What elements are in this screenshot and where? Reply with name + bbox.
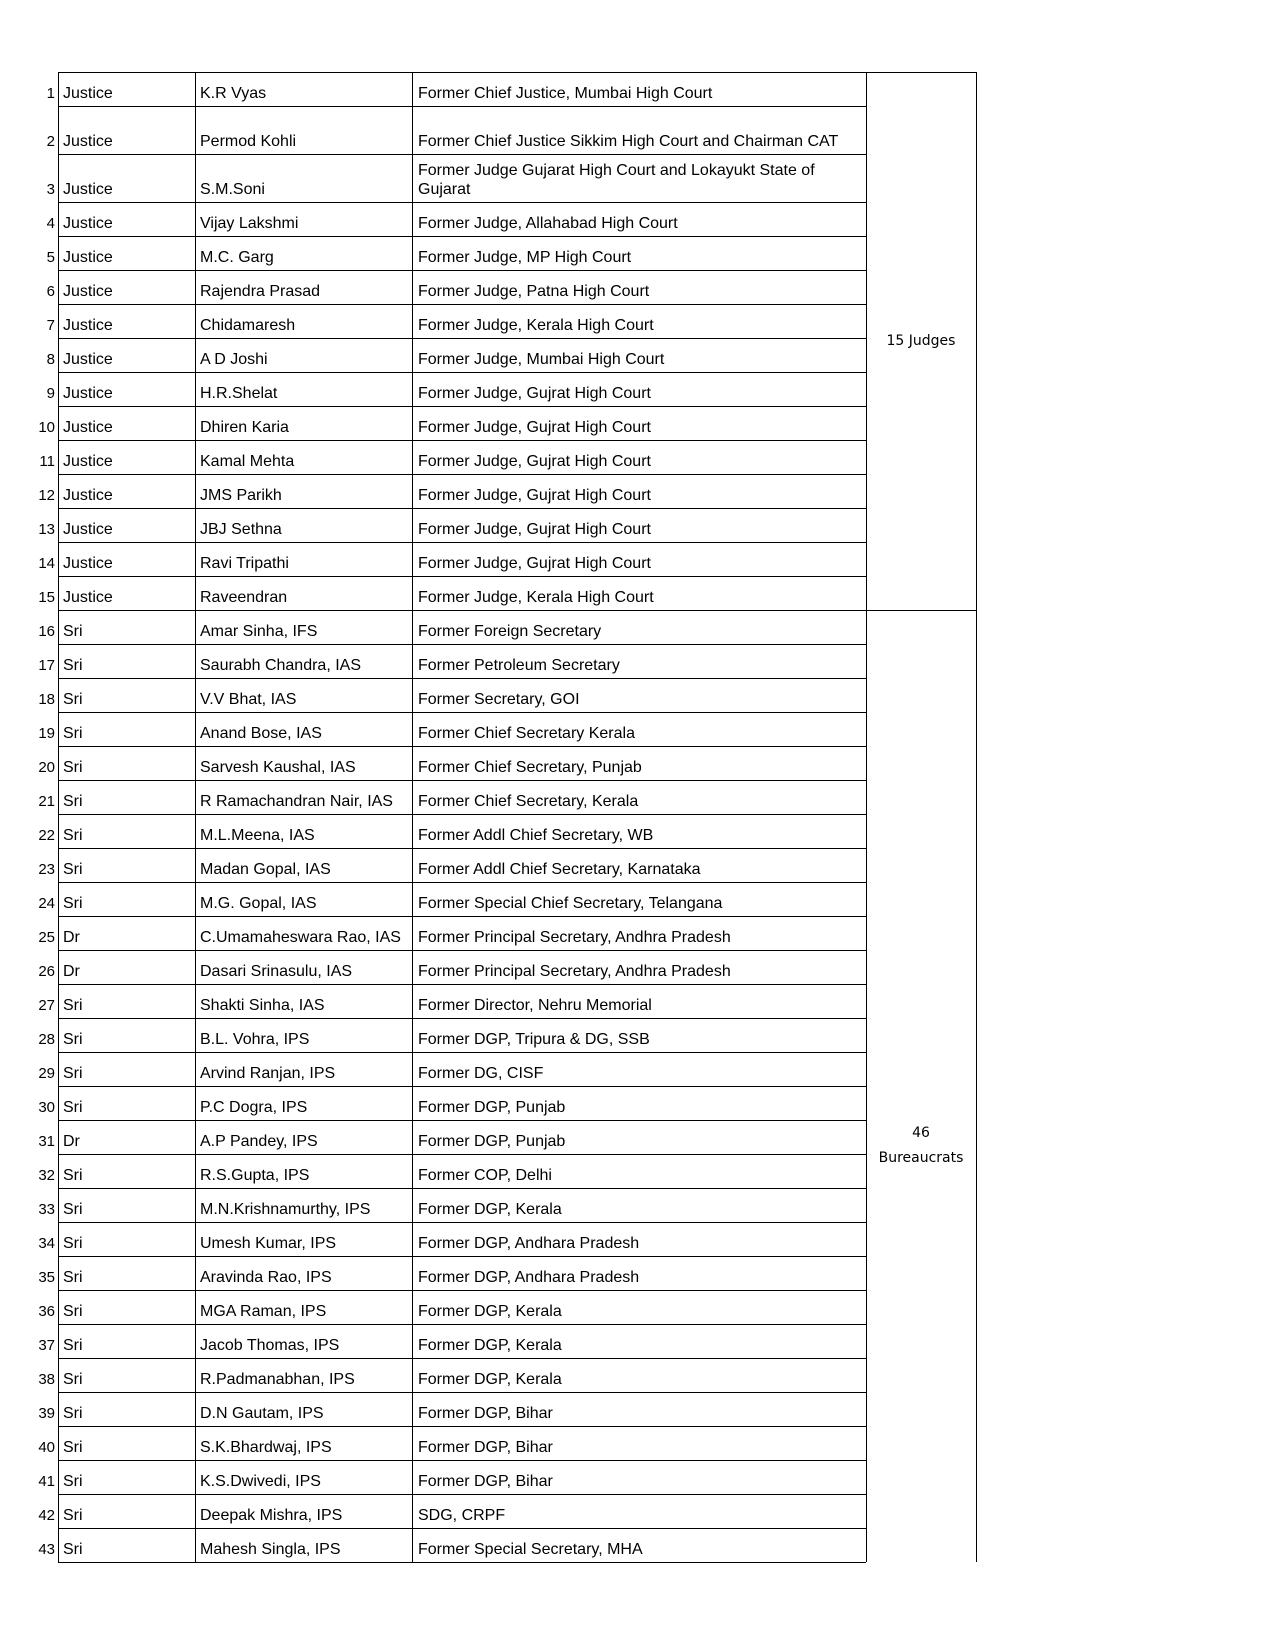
designation-cell: Former Judge, Gujrat High Court bbox=[418, 521, 651, 538]
name-cell: P.C Dogra, IPS bbox=[200, 1099, 308, 1116]
designation-cell: Former DGP, Punjab bbox=[418, 1099, 566, 1116]
table-row bbox=[0, 1290, 1275, 1324]
row-divider bbox=[58, 1460, 866, 1461]
row-divider bbox=[58, 916, 866, 917]
designation-cell: Former COP, Delhi bbox=[418, 1167, 552, 1184]
row-number: 4 bbox=[46, 215, 55, 232]
table-row bbox=[0, 1120, 1275, 1154]
row-number: 18 bbox=[38, 691, 55, 708]
name-cell: Deepak Mishra, IPS bbox=[200, 1507, 343, 1524]
row-divider bbox=[58, 746, 866, 747]
honorific-cell: Sri bbox=[63, 1371, 83, 1388]
row-number: 33 bbox=[38, 1201, 55, 1218]
row-number: 30 bbox=[38, 1099, 55, 1116]
group-label-line: 46 bbox=[912, 1125, 930, 1141]
row-divider bbox=[58, 1324, 866, 1325]
name-cell: Kamal Mehta bbox=[200, 453, 295, 470]
name-cell: Sarvesh Kaushal, IAS bbox=[200, 759, 356, 776]
designation-cell: Former DGP, Bihar bbox=[418, 1405, 553, 1422]
name-cell: V.V Bhat, IAS bbox=[200, 691, 297, 708]
designation-cell: Former Chief Secretary, Punjab bbox=[418, 759, 642, 776]
table-row bbox=[0, 542, 1275, 576]
honorific-cell: Sri bbox=[63, 725, 83, 742]
table-row bbox=[0, 1052, 1275, 1086]
designation-cell: Former DGP, Kerala bbox=[418, 1337, 562, 1354]
row-divider bbox=[58, 1562, 866, 1563]
table-row bbox=[0, 406, 1275, 440]
honorific-cell: Sri bbox=[63, 1065, 83, 1082]
row-divider bbox=[58, 882, 866, 883]
table-row bbox=[0, 848, 1275, 882]
honorific-cell: Sri bbox=[63, 827, 83, 844]
honorific-cell: Justice bbox=[63, 133, 113, 150]
row-divider bbox=[58, 1120, 866, 1121]
table-row bbox=[0, 338, 1275, 372]
name-cell: R.S.Gupta, IPS bbox=[200, 1167, 310, 1184]
honorific-cell: Justice bbox=[63, 453, 113, 470]
row-number: 12 bbox=[38, 487, 55, 504]
name-cell: R.Padmanabhan, IPS bbox=[200, 1371, 355, 1388]
row-number: 3 bbox=[46, 181, 55, 198]
table-row bbox=[0, 1188, 1275, 1222]
row-number: 23 bbox=[38, 861, 55, 878]
row-number: 6 bbox=[46, 283, 55, 300]
row-number: 15 bbox=[38, 589, 55, 606]
name-cell: M.C. Garg bbox=[200, 249, 274, 266]
name-cell: MGA Raman, IPS bbox=[200, 1303, 327, 1320]
honorific-cell: Justice bbox=[63, 283, 113, 300]
row-number: 11 bbox=[39, 453, 55, 470]
designation-cell: Former Judge, Patna High Court bbox=[418, 283, 650, 300]
honorific-cell: Justice bbox=[63, 589, 113, 606]
row-number: 31 bbox=[38, 1133, 55, 1150]
row-number: 35 bbox=[38, 1269, 55, 1286]
designation-cell: Former Judge, MP High Court bbox=[418, 249, 632, 266]
honorific-cell: Sri bbox=[63, 861, 83, 878]
row-number: 22 bbox=[38, 827, 55, 844]
row-number: 24 bbox=[38, 895, 55, 912]
name-cell: JBJ Sethna bbox=[200, 521, 282, 538]
row-divider bbox=[58, 984, 866, 985]
table-row bbox=[0, 270, 1275, 304]
name-cell: Umesh Kumar, IPS bbox=[200, 1235, 337, 1252]
row-number: 9 bbox=[46, 385, 55, 402]
row-number: 14 bbox=[38, 555, 55, 572]
honorific-cell: Justice bbox=[63, 521, 113, 538]
designation-cell: Former DGP, Kerala bbox=[418, 1201, 562, 1218]
designation-cell: Former DGP, Bihar bbox=[418, 1439, 553, 1456]
designation-cell: Former Director, Nehru Memorial bbox=[418, 997, 652, 1014]
table-row bbox=[0, 72, 1275, 106]
name-cell: Madan Gopal, IAS bbox=[200, 861, 331, 878]
name-cell: D.N Gautam, IPS bbox=[200, 1405, 324, 1422]
honorific-cell: Justice bbox=[63, 215, 113, 232]
table-row bbox=[0, 440, 1275, 474]
table-row bbox=[0, 202, 1275, 236]
row-divider bbox=[58, 304, 866, 305]
row-divider bbox=[58, 1052, 866, 1053]
row-number: 32 bbox=[38, 1167, 55, 1184]
row-number: 21 bbox=[38, 793, 55, 810]
designation-cell: Former Special Chief Secretary, Telangana bbox=[418, 895, 723, 912]
honorific-cell: Justice bbox=[63, 85, 113, 102]
table-row bbox=[0, 1256, 1275, 1290]
designation-cell: Former Chief Justice Sikkim High Court and Chairman CAT bbox=[418, 133, 839, 150]
honorific-cell: Sri bbox=[63, 1303, 83, 1320]
group-label-line: 15 Judges bbox=[886, 332, 956, 349]
row-number: 29 bbox=[38, 1065, 55, 1082]
row-divider bbox=[58, 474, 866, 475]
name-cell: S.K.Bhardwaj, IPS bbox=[200, 1439, 332, 1456]
honorific-cell: Justice bbox=[63, 181, 113, 198]
group-divider bbox=[866, 610, 976, 611]
row-number: 8 bbox=[46, 351, 55, 368]
designation-cell: Former DGP, Andhara Pradesh bbox=[418, 1235, 640, 1252]
table-row bbox=[0, 106, 1275, 154]
honorific-cell: Sri bbox=[63, 623, 83, 640]
name-cell: B.L. Vohra, IPS bbox=[200, 1031, 310, 1048]
name-cell: S.M.Soni bbox=[200, 181, 265, 198]
designation-cell: Former DGP, Punjab bbox=[418, 1133, 566, 1150]
table-row bbox=[0, 950, 1275, 984]
name-cell: R Ramachandran Nair, IAS bbox=[200, 793, 393, 810]
honorific-cell: Sri bbox=[63, 895, 83, 912]
designation-cell: Former DGP, Tripura & DG, SSB bbox=[418, 1031, 650, 1048]
row-divider bbox=[58, 1188, 866, 1189]
table-row bbox=[0, 1086, 1275, 1120]
honorific-cell: Dr bbox=[63, 1133, 80, 1150]
row-number: 43 bbox=[38, 1541, 55, 1558]
row-number: 27 bbox=[38, 997, 55, 1014]
honorific-cell: Sri bbox=[63, 793, 83, 810]
designation-cell: Former Judge, Kerala High Court bbox=[418, 317, 654, 334]
row-divider bbox=[58, 1018, 866, 1019]
name-cell: Raveendran bbox=[200, 589, 288, 606]
table-row bbox=[0, 746, 1275, 780]
honorific-cell: Dr bbox=[63, 929, 80, 946]
name-cell: Amar Sinha, IFS bbox=[200, 623, 318, 640]
row-divider bbox=[58, 270, 866, 271]
name-cell: Ravi Tripathi bbox=[200, 555, 289, 572]
name-cell: Chidamaresh bbox=[200, 317, 296, 334]
row-number: 25 bbox=[38, 929, 55, 946]
row-divider bbox=[58, 406, 866, 407]
honorific-cell: Sri bbox=[63, 759, 83, 776]
row-divider bbox=[58, 678, 866, 679]
name-cell: JMS Parikh bbox=[200, 487, 282, 504]
name-cell: Aravinda Rao, IPS bbox=[200, 1269, 332, 1286]
table-row bbox=[0, 984, 1275, 1018]
designation-cell: Former Judge, Mumbai High Court bbox=[418, 351, 665, 368]
row-divider bbox=[58, 202, 866, 203]
designation-cell: Former Principal Secretary, Andhra Pradesh bbox=[418, 963, 731, 980]
honorific-cell: Sri bbox=[63, 1473, 83, 1490]
designation-cell: Former Judge, Allahabad High Court bbox=[418, 215, 678, 232]
row-divider bbox=[58, 1528, 866, 1529]
row-number: 7 bbox=[46, 317, 55, 334]
name-cell: Mahesh Singla, IPS bbox=[200, 1541, 341, 1558]
group-divider bbox=[866, 72, 976, 73]
designation-cell: Former DGP, Kerala bbox=[418, 1303, 562, 1320]
designation-cell: Former DGP, Bihar bbox=[418, 1473, 553, 1490]
row-divider bbox=[58, 106, 866, 107]
designation-cell: Former Principal Secretary, Andhra Pradesh bbox=[418, 929, 731, 946]
row-divider bbox=[58, 644, 866, 645]
row-number: 37 bbox=[38, 1337, 55, 1354]
honorific-cell: Justice bbox=[63, 317, 113, 334]
designation-cell: Former Chief Secretary, Kerala bbox=[418, 793, 639, 810]
honorific-cell: Sri bbox=[63, 1167, 83, 1184]
table-row bbox=[0, 916, 1275, 950]
row-divider bbox=[58, 1086, 866, 1087]
row-divider bbox=[58, 508, 866, 509]
row-divider bbox=[58, 576, 866, 577]
table-row bbox=[0, 508, 1275, 542]
name-cell: A D Joshi bbox=[200, 351, 268, 368]
row-number: 10 bbox=[38, 419, 55, 436]
table-row bbox=[0, 1358, 1275, 1392]
table-row bbox=[0, 610, 1275, 644]
honorific-cell: Sri bbox=[63, 1337, 83, 1354]
designation-cell: Former Addl Chief Secretary, Karnataka bbox=[418, 861, 701, 878]
name-cell: M.L.Meena, IAS bbox=[200, 827, 315, 844]
row-number: 36 bbox=[38, 1303, 55, 1320]
row-number: 28 bbox=[38, 1031, 55, 1048]
row-divider bbox=[58, 610, 866, 611]
row-number: 2 bbox=[46, 133, 55, 150]
table-row bbox=[0, 712, 1275, 746]
table-row bbox=[0, 780, 1275, 814]
table-row bbox=[0, 814, 1275, 848]
designation-cell: Former Foreign Secretary bbox=[418, 623, 602, 640]
designation-cell: Former Judge, Gujrat High Court bbox=[418, 555, 651, 572]
row-divider bbox=[58, 1256, 866, 1257]
group-label bbox=[866, 1121, 976, 1171]
honorific-cell: Justice bbox=[63, 351, 113, 368]
honorific-cell: Justice bbox=[63, 487, 113, 504]
designation-cell: Former DGP, Kerala bbox=[418, 1371, 562, 1388]
table-row bbox=[0, 474, 1275, 508]
name-cell: Permod Kohli bbox=[200, 133, 297, 150]
name-cell: Vijay Lakshmi bbox=[200, 215, 299, 232]
honorific-cell: Dr bbox=[63, 963, 80, 980]
honorific-cell: Sri bbox=[63, 1439, 83, 1456]
row-divider bbox=[58, 1392, 866, 1393]
table-row bbox=[0, 304, 1275, 338]
row-divider bbox=[58, 814, 866, 815]
row-number: 41 bbox=[38, 1473, 55, 1490]
column-divider bbox=[866, 72, 867, 1562]
honorific-cell: Sri bbox=[63, 1541, 83, 1558]
row-number: 34 bbox=[38, 1235, 55, 1252]
row-number: 26 bbox=[38, 963, 55, 980]
row-number: 39 bbox=[38, 1405, 55, 1422]
table-row bbox=[0, 1018, 1275, 1052]
name-cell: K.S.Dwivedi, IPS bbox=[200, 1473, 321, 1490]
honorific-cell: Justice bbox=[63, 385, 113, 402]
name-cell: Arvind Ranjan, IPS bbox=[200, 1065, 336, 1082]
designation-cell: Former Judge, Gujrat High Court bbox=[418, 385, 651, 402]
honorific-cell: Sri bbox=[63, 1099, 83, 1116]
table-row bbox=[0, 372, 1275, 406]
row-number: 1 bbox=[46, 85, 55, 102]
designation-cell: Former Addl Chief Secretary, WB bbox=[418, 827, 654, 844]
column-divider bbox=[976, 72, 977, 1562]
table-row bbox=[0, 1154, 1275, 1188]
group-label bbox=[866, 329, 976, 354]
row-divider bbox=[58, 1426, 866, 1427]
name-cell: Dasari Srinasulu, IAS bbox=[200, 963, 353, 980]
column-divider bbox=[195, 72, 196, 1562]
row-divider bbox=[58, 1494, 866, 1495]
table-row bbox=[0, 1460, 1275, 1494]
table-row bbox=[0, 236, 1275, 270]
row-number: 13 bbox=[38, 521, 55, 538]
row-divider bbox=[58, 372, 866, 373]
name-cell: Jacob Thomas, IPS bbox=[200, 1337, 340, 1354]
honorific-cell: Sri bbox=[63, 691, 83, 708]
honorific-cell: Sri bbox=[63, 1405, 83, 1422]
honorific-cell: Sri bbox=[63, 1507, 83, 1524]
row-divider bbox=[58, 950, 866, 951]
name-cell: K.R Vyas bbox=[200, 85, 267, 102]
name-cell: A.P Pandey, IPS bbox=[200, 1133, 318, 1150]
row-number: 42 bbox=[38, 1507, 55, 1524]
row-divider bbox=[58, 848, 866, 849]
designation-cell: Former Chief Secretary Kerala bbox=[418, 725, 635, 742]
honorific-cell: Justice bbox=[63, 419, 113, 436]
table-row bbox=[0, 1222, 1275, 1256]
row-number: 40 bbox=[38, 1439, 55, 1456]
row-divider bbox=[58, 712, 866, 713]
honorific-cell: Justice bbox=[63, 555, 113, 572]
designation-cell: Former DGP, Andhara Pradesh bbox=[418, 1269, 640, 1286]
row-number: 38 bbox=[38, 1371, 55, 1388]
row-divider bbox=[58, 1290, 866, 1291]
honorific-cell: Sri bbox=[63, 1235, 83, 1252]
row-divider bbox=[58, 1222, 866, 1223]
group-label-line: Bureaucrats bbox=[878, 1150, 964, 1166]
designation-cell: Former Judge, Gujrat High Court bbox=[418, 419, 651, 436]
honorific-cell: Sri bbox=[63, 1201, 83, 1218]
row-divider bbox=[58, 542, 866, 543]
table-row bbox=[0, 882, 1275, 916]
designation-cell: Former Judge Gujarat High Court and Lokayukt State of Gujarat bbox=[418, 162, 815, 198]
column-divider bbox=[412, 72, 413, 1562]
table-row bbox=[0, 1528, 1275, 1562]
row-number: 5 bbox=[46, 249, 55, 266]
table-row bbox=[0, 576, 1275, 610]
name-cell: Anand Bose, IAS bbox=[200, 725, 322, 742]
name-cell: M.N.Krishnamurthy, IPS bbox=[200, 1201, 371, 1218]
row-divider bbox=[58, 440, 866, 441]
designation-cell: Former Judge, Gujrat High Court bbox=[418, 487, 651, 504]
designation-cell: Former Judge, Kerala High Court bbox=[418, 589, 654, 606]
honorific-cell: Sri bbox=[63, 1031, 83, 1048]
honorific-cell: Sri bbox=[63, 1269, 83, 1286]
row-divider bbox=[58, 72, 866, 73]
name-cell: Dhiren Karia bbox=[200, 419, 289, 436]
table-row bbox=[0, 1324, 1275, 1358]
row-divider bbox=[58, 1358, 866, 1359]
designation-cell: Former Chief Justice, Mumbai High Court bbox=[418, 85, 713, 102]
row-divider bbox=[58, 236, 866, 237]
designation-cell: Former Special Secretary, MHA bbox=[418, 1541, 643, 1558]
row-number: 20 bbox=[38, 759, 55, 776]
designation-cell: SDG, CRPF bbox=[418, 1507, 506, 1524]
table-row bbox=[0, 154, 1275, 202]
row-number: 19 bbox=[38, 725, 55, 742]
honorific-cell: Sri bbox=[63, 657, 83, 674]
table-row bbox=[0, 678, 1275, 712]
designation-cell: Former Judge, Gujrat High Court bbox=[418, 453, 651, 470]
honorific-cell: Sri bbox=[63, 997, 83, 1014]
row-divider bbox=[58, 1154, 866, 1155]
designation-cell: Former DG, CISF bbox=[418, 1065, 544, 1082]
designation-cell: Former Petroleum Secretary bbox=[418, 657, 620, 674]
honorific-cell: Justice bbox=[63, 249, 113, 266]
name-cell: M.G. Gopal, IAS bbox=[200, 895, 317, 912]
row-number: 17 bbox=[38, 657, 55, 674]
name-cell: Rajendra Prasad bbox=[200, 283, 321, 300]
table-row bbox=[0, 1392, 1275, 1426]
name-cell: H.R.Shelat bbox=[200, 385, 278, 402]
row-number: 16 bbox=[38, 623, 55, 640]
row-divider bbox=[58, 780, 866, 781]
row-divider bbox=[58, 338, 866, 339]
name-cell: Saurabh Chandra, IAS bbox=[200, 657, 361, 674]
table-row bbox=[0, 1494, 1275, 1528]
designation-cell: Former Secretary, GOI bbox=[418, 691, 580, 708]
name-cell: C.Umamaheswara Rao, IAS bbox=[200, 929, 401, 946]
row-divider bbox=[58, 154, 866, 155]
table-row bbox=[0, 644, 1275, 678]
table-row bbox=[0, 1426, 1275, 1460]
column-divider bbox=[58, 72, 59, 1562]
name-cell: Shakti Sinha, IAS bbox=[200, 997, 325, 1014]
